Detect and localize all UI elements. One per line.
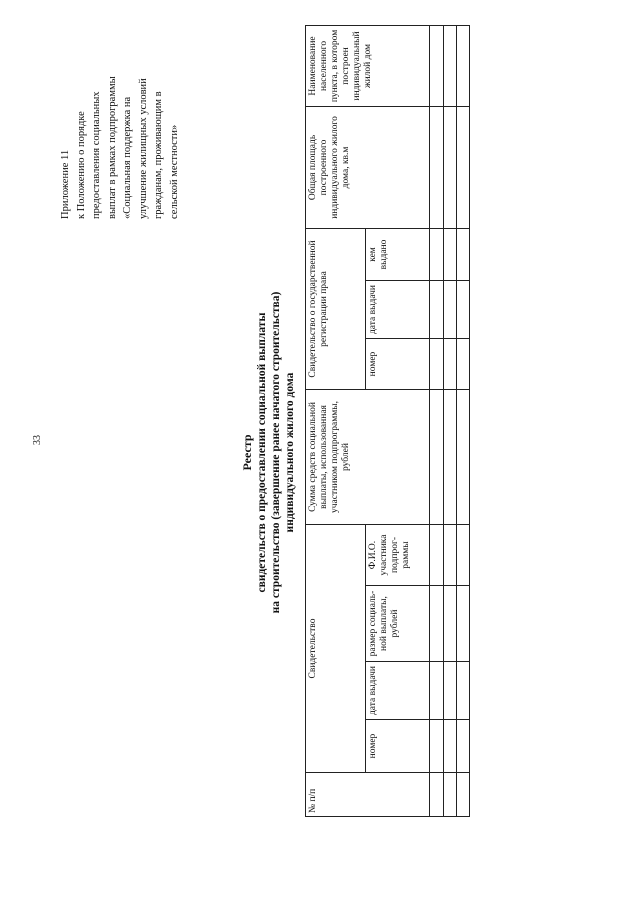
header-reg-issuer: кем выдано <box>365 228 430 280</box>
title-line: свидетельств о предоставлении социальной выплаты <box>256 312 268 593</box>
table-cell <box>430 525 443 586</box>
table-cell <box>456 525 469 586</box>
page-number: 33 <box>32 435 43 445</box>
header-cert-date: дата выдачи <box>365 662 430 720</box>
title-line: индивидуального жилого дома <box>284 372 296 533</box>
table-cell <box>456 339 469 390</box>
table-cell <box>443 773 456 817</box>
table-cell <box>430 720 443 773</box>
header-reg-date: дата выдачи <box>365 281 430 339</box>
appendix-line: выплат в рамках подпрограммы <box>106 76 118 219</box>
table-cell <box>456 773 469 817</box>
header-cert-number: номер <box>365 720 430 773</box>
registry-table <box>305 25 470 817</box>
table-cell <box>430 281 443 339</box>
header-participant-name: Ф.И.О. участника подпрог-раммы <box>365 525 430 586</box>
table-cell <box>443 662 456 720</box>
table-cell <box>430 390 443 525</box>
table-cell <box>443 281 456 339</box>
table-row <box>456 25 469 816</box>
appendix-line: гражданам, проживающим в <box>153 91 164 219</box>
table-cell <box>430 228 443 280</box>
table-cell <box>456 281 469 339</box>
appendix-line: предоставления социальных <box>91 91 102 219</box>
table-cell <box>443 586 456 662</box>
table-cell <box>430 662 443 720</box>
header-certificate: Свидетельство <box>306 525 366 773</box>
table-cell <box>443 228 456 280</box>
header-reg-number: номер <box>365 339 430 390</box>
appendix-note <box>58 9 182 219</box>
table-row <box>430 25 443 816</box>
table-cell <box>443 106 456 228</box>
appendix-line: улучшение жилищных условий <box>137 78 149 219</box>
table-cell <box>430 586 443 662</box>
table-cell <box>456 106 469 228</box>
table-cell <box>430 773 443 817</box>
table-cell <box>443 25 456 106</box>
appendix-line: к Положению о порядке <box>75 111 87 219</box>
title-line: Реестр <box>240 434 254 471</box>
table-cell <box>443 339 456 390</box>
table-cell <box>430 25 443 106</box>
table-body <box>430 25 470 816</box>
header-locality: Наименование населенного пункта, в котором построен индивидуальный жилой дом <box>306 25 430 106</box>
table-cell <box>456 25 469 106</box>
title-line: на строительство (завершение ранее начатого строительства) <box>270 291 282 614</box>
table-cell <box>443 390 456 525</box>
table-cell <box>443 720 456 773</box>
header-cert-amount: размер социаль-ной выплаты, рублей <box>365 586 430 662</box>
table-cell <box>456 586 469 662</box>
appendix-line: сельской местности» <box>168 124 180 219</box>
table-cell <box>456 720 469 773</box>
table-cell <box>456 228 469 280</box>
table-cell <box>456 390 469 525</box>
table-cell <box>456 662 469 720</box>
header-number: № п/п <box>306 773 430 817</box>
appendix-line: «Социальная поддержка на <box>122 96 133 219</box>
table-row <box>443 25 456 816</box>
table-cell <box>430 106 443 228</box>
table-cell <box>430 339 443 390</box>
header-area: Общая площадь построенного индивидуального жилого дома, кв.м <box>306 106 430 228</box>
document-title <box>240 0 297 905</box>
header-registration: Свидетельство о государственной регистрации права <box>306 228 366 389</box>
appendix-line: Приложение 11 <box>60 149 71 219</box>
header-used-amount: Сумма средств социальной выплаты, использованная участником подпрограммы, рублей <box>306 390 430 525</box>
table-cell <box>443 525 456 586</box>
